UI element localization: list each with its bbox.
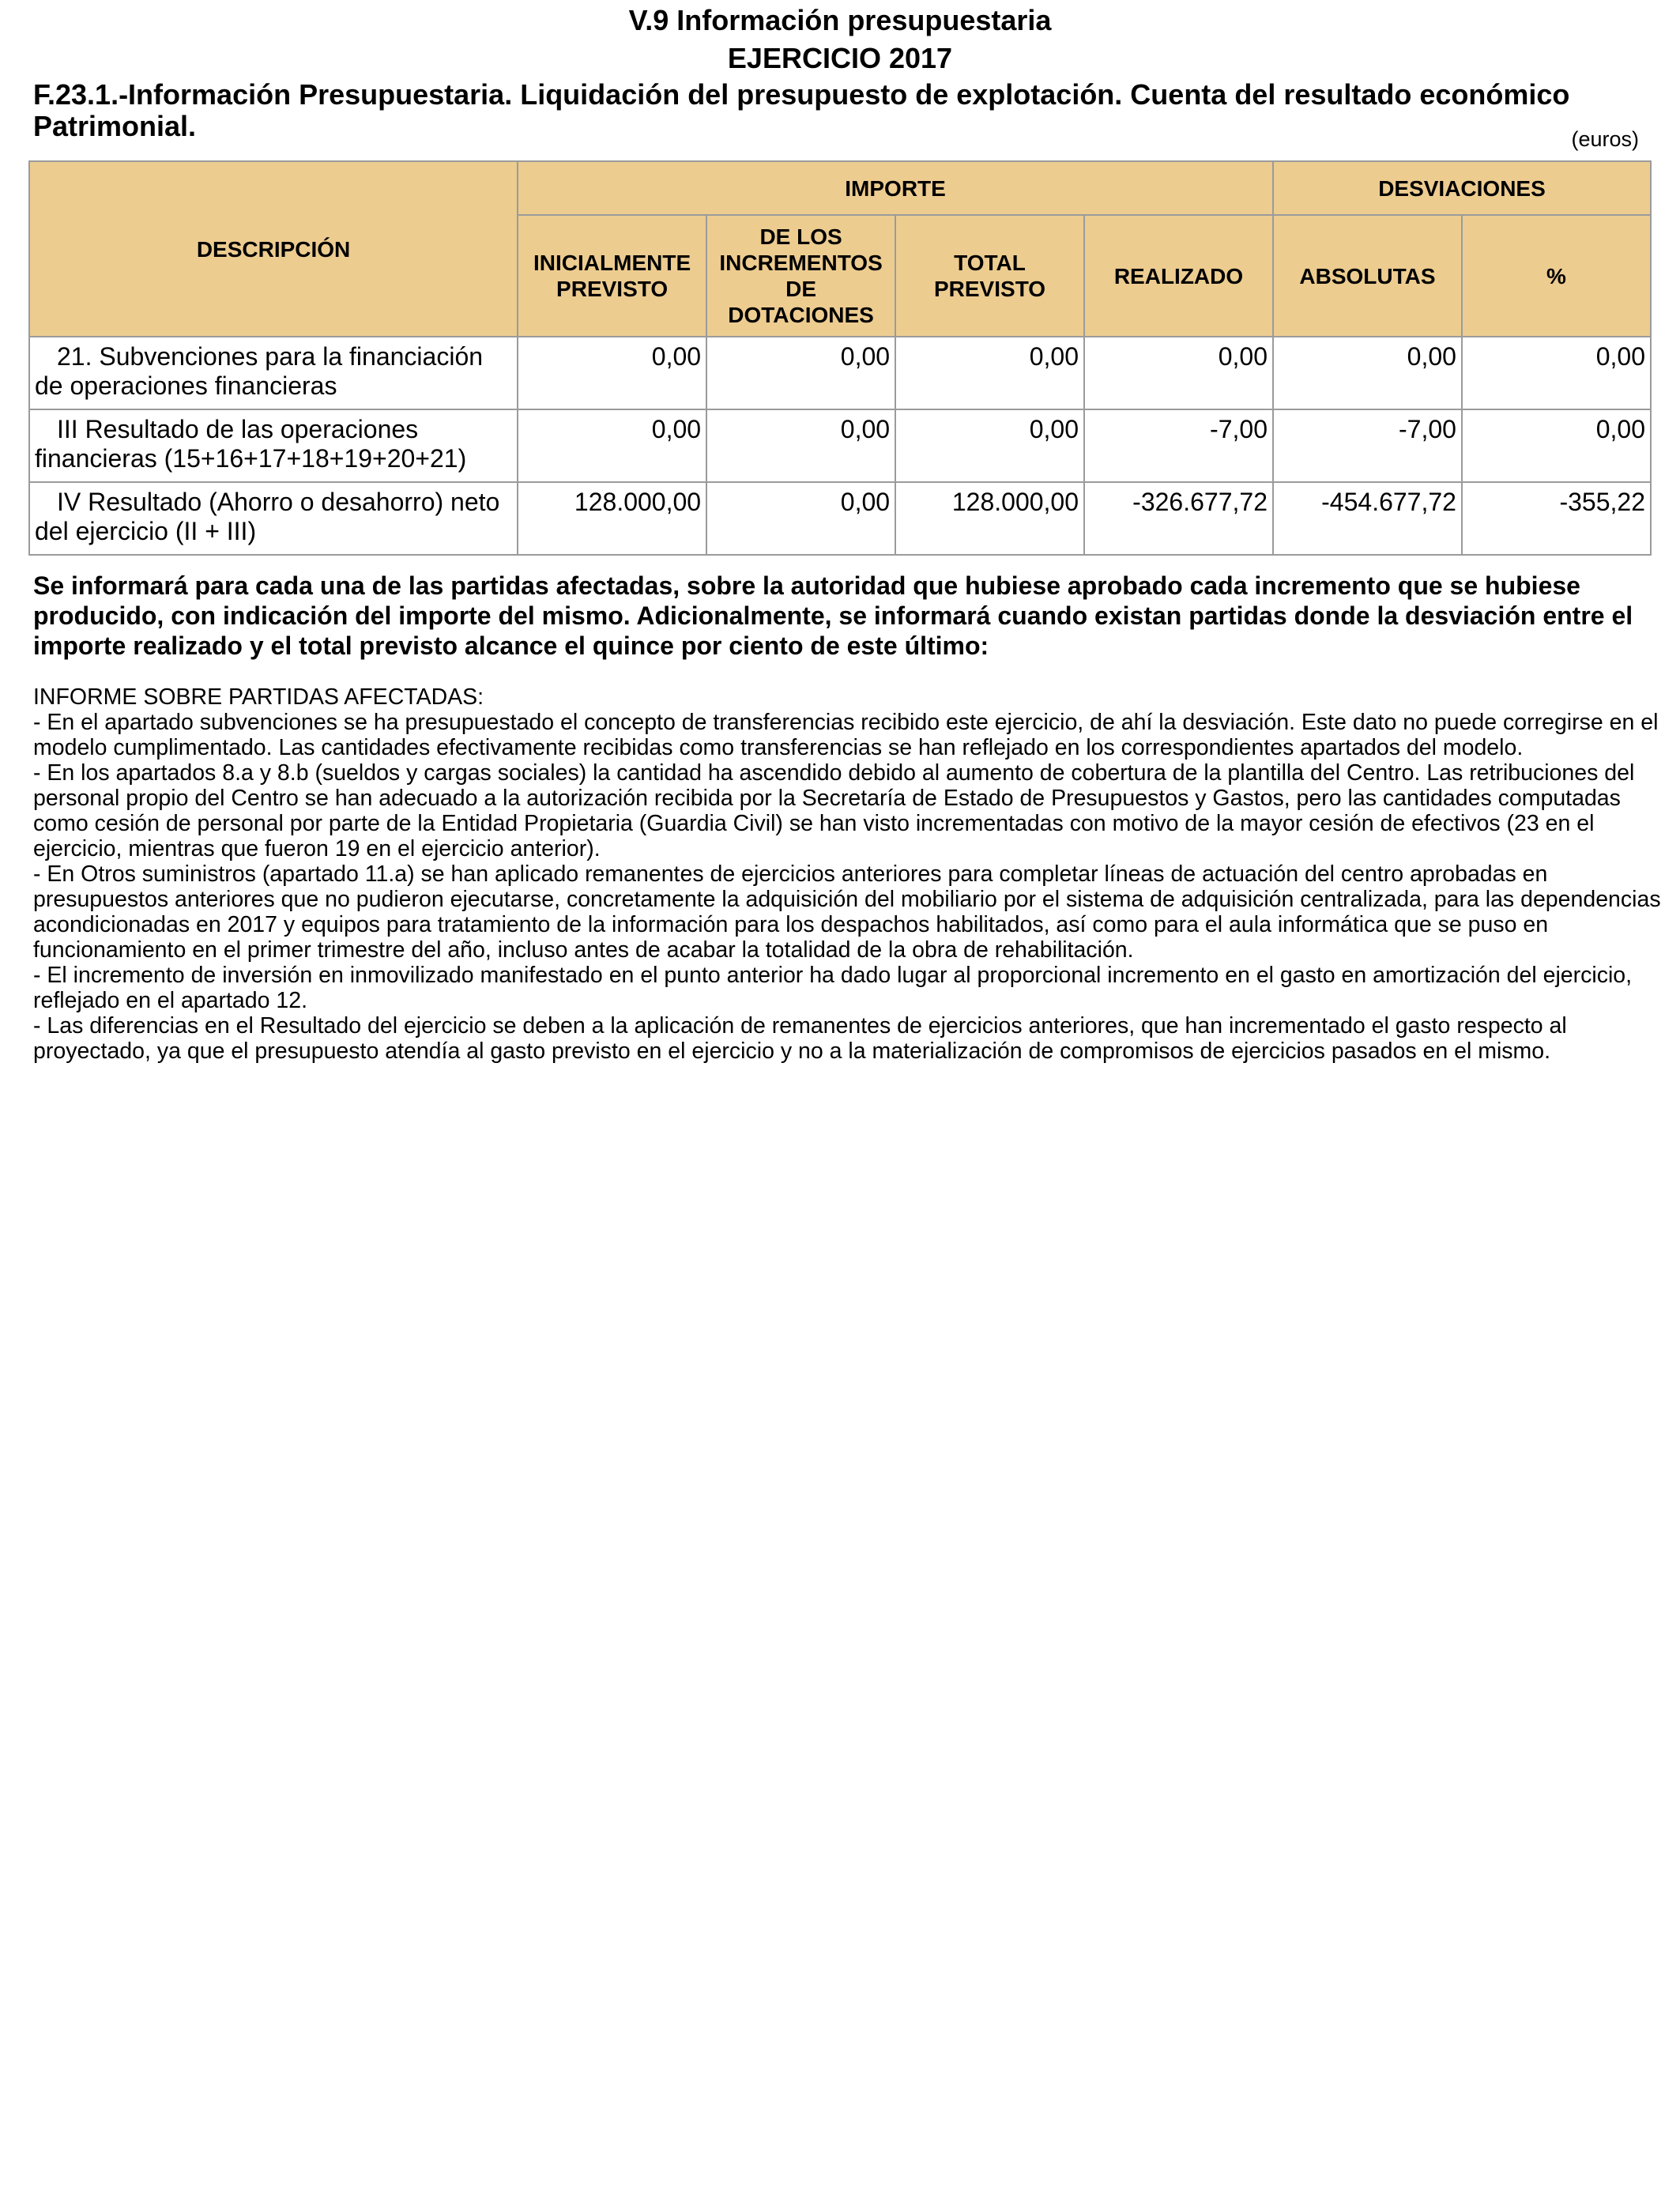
cell-absolutas: -454.677,72: [1273, 482, 1462, 555]
table-row: [29, 337, 1651, 409]
table-row: [29, 482, 1651, 555]
cell-total: 0,00: [895, 337, 1084, 409]
units-label: (euros): [1571, 127, 1639, 151]
cell-inicialmente: 0,00: [518, 409, 706, 482]
header-desviaciones: DESVIACIONES: [1273, 161, 1651, 215]
cell-incrementos: 0,00: [706, 409, 895, 482]
cell-porcentaje: -355,22: [1462, 482, 1651, 555]
header-porcentaje: %: [1462, 215, 1651, 337]
cell-porcentaje: 0,00: [1462, 337, 1651, 409]
section-title: V.9 Información presupuestaria: [628, 4, 1052, 36]
header-inicialmente-previsto: INICIALMENTE PREVISTO: [518, 215, 706, 337]
report-item: - El incremento de inversión en inmovilizado manifestado en el punto anterior ha dado lugar al proporcional incremento en el gasto en amortización del ejercicio, reflejado en el apartado 12.: [33, 963, 1633, 1013]
row-description: 21. Subvenciones para la financiación de operaciones financieras: [29, 337, 518, 409]
header-importe: IMPORTE: [518, 161, 1273, 215]
budget-table: [28, 160, 1652, 556]
header-realizado: REALIZADO: [1084, 215, 1273, 337]
report-item: - En Otros suministros (apartado 11.a) se han aplicado remanentes de ejercicios anteriores para completar líneas de actuación del centro aprobadas en presupuestos anteriores que no pudieron ejecutarse, concretamente la adquisición del mobiliario por el sistema de adquisición centralizada, para las dependencias acondicionadas en 2017 y equipos para tratamiento de la información para los despachos habilitados, así como para el aula informática que se puso en funcionamiento en el primer trimestre del año, incluso antes de acabar la totalidad de la obra de rehabilitación.: [33, 861, 1661, 963]
row-description: III Resultado de las operaciones financieras (15+16+17+18+19+20+21): [29, 409, 518, 482]
cell-incrementos: 0,00: [706, 482, 895, 555]
report-item: - En el apartado subvenciones se ha presupuestado el concepto de transferencias recibido este ejercicio, de ahí la desviación. Este dato no puede corregirse en el modelo cumplimentado. Las cantidades efectivamente recibidas como transferencias se han reflejado en los correspondientes apartados del modelo.: [33, 710, 1659, 760]
cell-total: 0,00: [895, 409, 1084, 482]
cell-incrementos: 0,00: [706, 337, 895, 409]
report-item: - Las diferencias en el Resultado del ejercicio se deben a la aplicación de remanentes de ejercicios anteriores, que han incrementado el gasto respecto al proyectado, ya que el presupuesto atendía al gasto previsto en el ejercicio y no a la materialización de compromisos de ejercicios pasados en el mismo.: [33, 1013, 1567, 1064]
header-incrementos-dotaciones: DE LOS INCREMENTOS DE DOTACIONES: [706, 215, 895, 337]
cell-realizado: -7,00: [1084, 409, 1273, 482]
header-descripcion: DESCRIPCIÓN: [29, 161, 518, 337]
notice-paragraph: Se informará para cada una de las partidas afectadas, sobre la autoridad que hubiese aprobado cada incremento que se hubiese producido, con indicación del importe del mismo. Adicionalmente, se informará cuando existan partidas donde la desviación entre el importe realizado y el total previsto alcance el quince por ciento de este último:: [33, 571, 1633, 660]
cell-inicialmente: 128.000,00: [518, 482, 706, 555]
cell-absolutas: 0,00: [1273, 337, 1462, 409]
cell-porcentaje: 0,00: [1462, 409, 1651, 482]
cell-realizado: 0,00: [1084, 337, 1273, 409]
cell-total: 128.000,00: [895, 482, 1084, 555]
report-section: [33, 684, 1661, 1064]
row-description: IV Resultado (Ahorro o desahorro) neto del ejercicio (II + III): [29, 482, 518, 555]
form-title: F.23.1.-Información Presupuestaria. Liquidación del presupuesto de explotación. Cuenta del resultado económico Patrimonial.: [33, 78, 1570, 142]
cell-absolutas: -7,00: [1273, 409, 1462, 482]
cell-realizado: -326.677,72: [1084, 482, 1273, 555]
report-heading: INFORME SOBRE PARTIDAS AFECTADAS:: [33, 684, 484, 710]
header-absolutas: ABSOLUTAS: [1273, 215, 1462, 337]
table-row: [29, 409, 1651, 482]
header-total-previsto: TOTAL PREVISTO: [895, 215, 1084, 337]
cell-inicialmente: 0,00: [518, 337, 706, 409]
exercise-year: EJERCICIO 2017: [727, 42, 953, 74]
report-item: - En los apartados 8.a y 8.b (sueldos y cargas sociales) la cantidad ha ascendido debido al aumento de cobertura de la plantilla del Centro. Las retribuciones del personal propio del Centro se han adecuado a la autorización recibida por la Secretaría de Estado de Presupuestos y Gastos, pero las cantidades computadas como cesión de personal por parte de la Entidad Propietaria (Guardia Civil) se han visto incrementadas con motivo de la mayor cesión de efectivos (23 en el ejercicio, mientras que fueron 19 en el ejercicio anterior).: [33, 760, 1635, 861]
